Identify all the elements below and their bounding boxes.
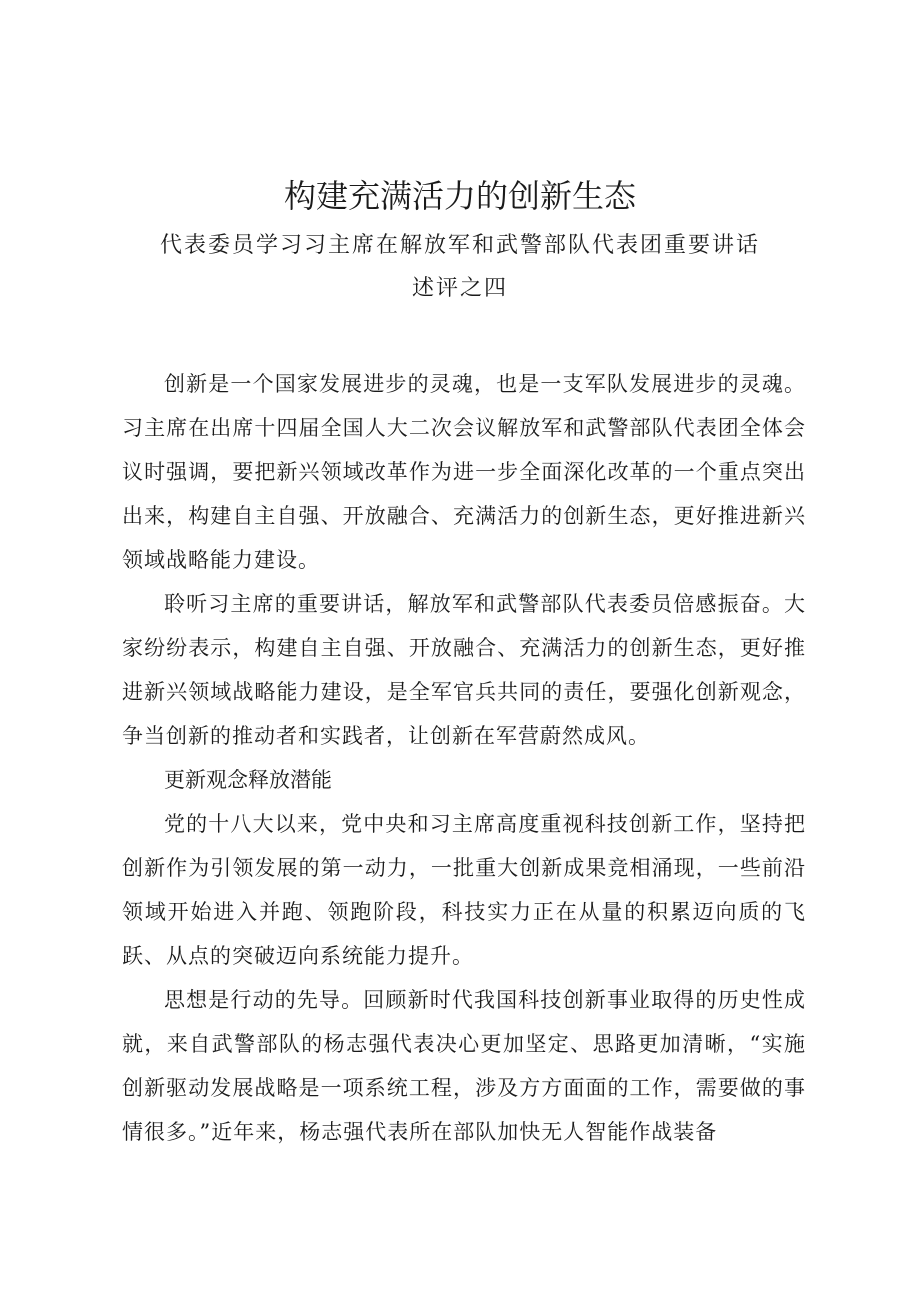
body-paragraph-2: 聆听习主席的重要讲话，解放军和武警部队代表委员倍感振奋。大家纷纷表示，构建自主自强、开放融合、充满活力的创新生态，更好推进新兴领域战略能力建设，是全军官兵共同的责任，要强化创新观念，争当创新的推动者和实践者，让创新在军营蔚然成风。 — [122, 592, 806, 748]
article-title: 构建充满活力的创新生态 — [283, 177, 636, 215]
article-body — [122, 362, 806, 1154]
article-subtitle-line1: 代表委员学习习主席在解放军和武警部队代表团重要讲话 — [159, 233, 760, 258]
section-paragraph-1: 党的十八大以来，党中央和习主席高度重视科技创新工作，坚持把创新作为引领发展的第一动力，一批重大创新成果竞相涌现，一些前沿领域开始进入并跑、领跑阶段，科技实力正在从量的积累迈向质的飞跃、从点的突破迈向系统能力提升。 — [122, 812, 806, 968]
body-paragraph-1: 创新是一个国家发展进步的灵魂，也是一支军队发展进步的灵魂。习主席在出席十四届全国人大二次会议解放军和武警部队代表团全体会议时强调，要把新兴领域改革作为进一步全面深化改革的一个重点突出出来，构建自主自强、开放融合、充满活力的创新生态，更好推进新兴领域战略能力建设。 — [122, 372, 806, 572]
article-subtitle-line2: 述评之四 — [411, 276, 508, 301]
section-heading: 更新观念释放潜能 — [164, 768, 332, 792]
section-paragraph-2: 思想是行动的先导。回顾新时代我国科技创新事业取得的历史性成就，来自武警部队的杨志强代表决心更加坚定、思路更加清晰，“实施创新驱动发展战略是一项系统工程，涉及方方面面的工作，需要做的事情很多。”近年来，杨志强代表所在部队加快无人智能作战装备 — [122, 988, 806, 1144]
